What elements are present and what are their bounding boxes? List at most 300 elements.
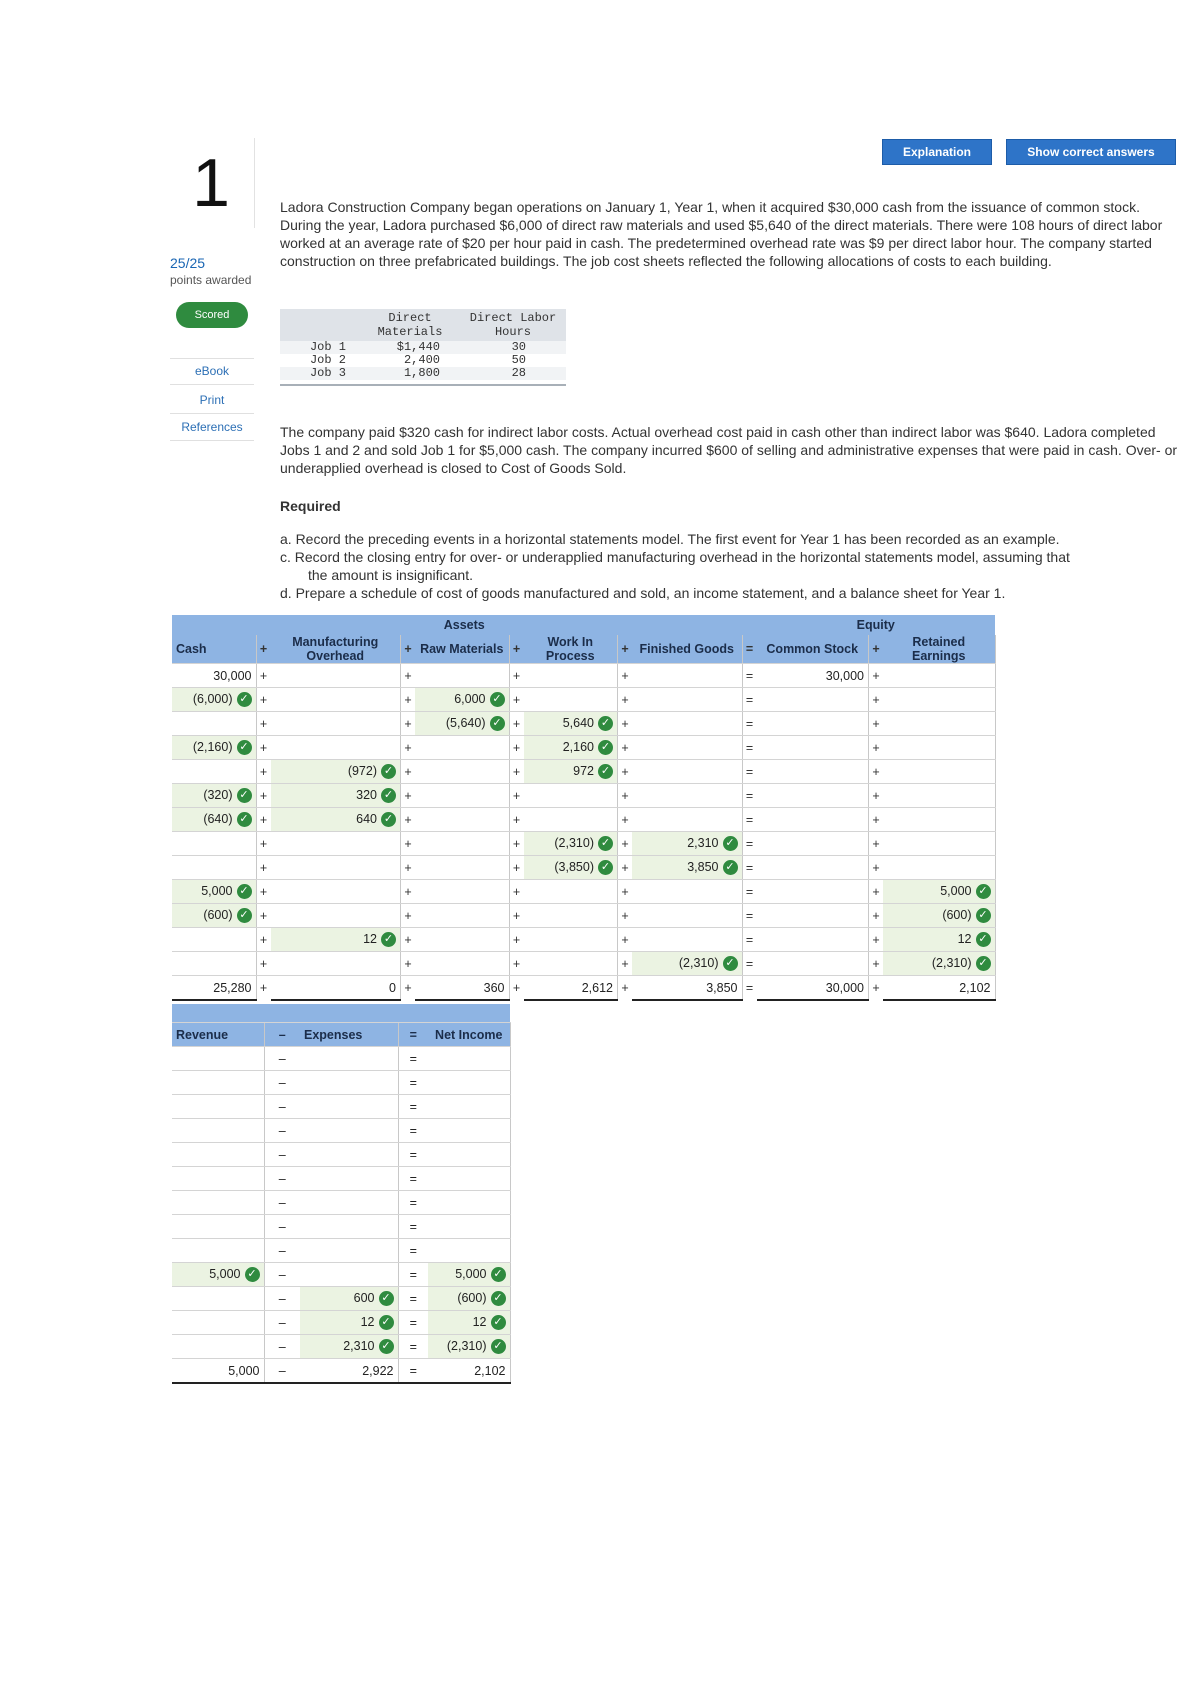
operator: + [618,784,633,808]
income-cell[interactable] [172,1335,264,1359]
hsm-cell[interactable] [415,952,509,976]
income-cell[interactable] [300,1287,398,1311]
explanation-button[interactable]: Explanation [882,139,992,165]
operator: + [618,904,633,928]
job-materials: $1,440 [360,341,460,354]
operator: + [618,808,633,832]
total-cell: 3,850 [632,976,742,1001]
hsm-cell[interactable] [271,928,401,952]
operator: + [618,976,633,1001]
hsm-cell[interactable] [632,832,742,856]
operator: + [401,784,416,808]
checkmark-icon: ✓ [381,764,396,779]
income-cell[interactable] [428,1263,510,1287]
hsm-cell[interactable] [883,760,995,784]
hsm-cell[interactable] [632,904,742,928]
income-row [172,1215,510,1239]
cell-value: 30,000 [213,668,252,683]
hsm-cell[interactable] [632,664,742,688]
show-correct-answers-button[interactable]: Show correct answers [1006,139,1176,165]
hsm-cell[interactable] [271,760,401,784]
hsm-row [172,784,995,808]
income-cell[interactable] [428,1215,510,1239]
cell-value: (972) [347,763,377,778]
hsm-cell[interactable] [524,952,618,976]
operator: + [869,952,884,976]
hsm-cell[interactable] [172,808,256,832]
operator: – [264,1191,300,1215]
total-cell: 2,922 [300,1359,398,1384]
checkmark-icon: ✓ [237,740,252,755]
income-row [172,1071,510,1095]
operator: = [398,1215,428,1239]
hsm-cell[interactable] [632,808,742,832]
score-value: 25/25 [170,255,206,271]
operator: – [264,1263,300,1287]
hsm-cell[interactable] [524,856,618,880]
hsm-cell[interactable] [524,712,618,736]
hsm-row [172,688,995,712]
cell-value: 320 [356,787,377,802]
income-cell[interactable] [172,1215,264,1239]
cell-value: 640 [356,811,377,826]
hsm-cell[interactable] [757,736,869,760]
checkmark-icon: ✓ [598,836,613,851]
required-heading: Required [280,498,341,514]
hsm-cell[interactable] [883,688,995,712]
income-row [172,1239,510,1263]
operator: = [742,664,757,688]
hsm-row [172,904,995,928]
operator: + [401,760,416,784]
cell-value: (600) [203,907,233,922]
income-row [172,1335,510,1359]
operator-header: – [264,1023,300,1047]
hsm-cell[interactable] [757,760,869,784]
hsm-cell[interactable] [883,904,995,928]
checkmark-icon: ✓ [976,908,991,923]
column-header: Cash [172,635,256,664]
income-cell[interactable] [172,1047,264,1071]
hsm-cell[interactable] [524,688,618,712]
income-cell[interactable] [428,1119,510,1143]
hsm-cell[interactable] [415,808,509,832]
cell-value: 6,000 [454,691,486,706]
hsm-cell[interactable] [757,808,869,832]
checkmark-icon: ✓ [491,1291,506,1306]
income-cell[interactable] [300,1047,398,1071]
checkmark-icon: ✓ [491,1339,506,1354]
operator: + [869,712,884,736]
income-row [172,1095,510,1119]
hsm-cell[interactable] [271,952,401,976]
income-cell[interactable] [172,1095,264,1119]
operator: + [256,688,271,712]
hsm-cell[interactable] [632,688,742,712]
hsm-cell[interactable] [172,784,256,808]
hsm-cell[interactable] [883,736,995,760]
column-header: Expenses [300,1023,398,1047]
total-cell: 2,612 [524,976,618,1001]
hsm-cell[interactable] [172,952,256,976]
income-row [172,1119,510,1143]
income-cell[interactable] [300,1119,398,1143]
cell-value: (600) [942,907,972,922]
hsm-cell[interactable] [632,760,742,784]
hsm-cell[interactable] [415,928,509,952]
income-cell[interactable] [172,1263,264,1287]
hsm-cell[interactable] [271,856,401,880]
operator: + [869,976,884,1001]
operator: = [398,1143,428,1167]
operator: + [401,952,416,976]
checkmark-icon: ✓ [598,764,613,779]
income-row [172,1167,510,1191]
income-cell[interactable] [428,1191,510,1215]
operator: = [742,928,757,952]
cell-value: (2,310) [931,955,972,970]
hsm-cell[interactable] [415,664,509,688]
hsm-cell[interactable] [415,760,509,784]
column-header: Manufacturing Overhead [271,635,401,664]
hsm-cell[interactable] [883,928,995,952]
operator: + [401,664,416,688]
hsm-row [172,712,995,736]
cell-value: (5,640) [445,715,486,730]
income-cell[interactable] [428,1287,510,1311]
job-hours: 50 [511,353,526,367]
job-hours: 30 [460,341,566,354]
hsm-cell[interactable] [757,832,869,856]
hsm-cell[interactable] [632,856,742,880]
checkmark-icon: ✓ [976,932,991,947]
income-cell[interactable] [300,1167,398,1191]
cell-value: 5,000 [209,1266,241,1281]
operator: – [264,1047,300,1071]
income-cell[interactable] [172,1191,264,1215]
cell-value: 12 [957,931,972,946]
operator: – [264,1143,300,1167]
checkmark-icon: ✓ [723,836,738,851]
hsm-cell[interactable] [415,856,509,880]
hsm-cell[interactable] [883,856,995,880]
operator: + [509,904,524,928]
cell-value: 2,310 [343,1338,375,1353]
operator-header: + [256,635,271,664]
hsm-cell[interactable] [271,736,401,760]
requirement-a: a. Record the preceding events in a horizontal statements model. The first event for Year 1 has been recorded as an example. [280,531,1060,547]
checkmark-icon: ✓ [237,788,252,803]
operator: + [509,760,524,784]
assets-group-header: Assets [172,615,757,635]
operator: + [256,904,271,928]
hsm-cell[interactable] [757,712,869,736]
operator: = [398,1167,428,1191]
hsm-cell[interactable] [271,904,401,928]
hsm-cell[interactable] [271,688,401,712]
income-cell[interactable] [172,1143,264,1167]
hsm-cell[interactable] [415,880,509,904]
hsm-cell[interactable] [883,664,995,688]
job-col-header [280,309,360,341]
hsm-cell[interactable] [172,904,256,928]
job-cost-table [280,309,566,392]
hsm-cell[interactable] [883,784,995,808]
problem-intro: Ladora Construction Company began operations on January 1, Year 1, when it acquired $30,000 cash from the issuance of common stock. During the year, Ladora purchased $6,000 of direct raw materials and used $5,640 of the direct materials. There were 108 hours of direct labor worked at an average rate of $20 per hour paid in cash. The predetermined overhead rate was $9 per direct labor hour. The company started construction on three prefabricated buildings. The job cost sheets reflected the following allocations of costs to each building. [280,199,1163,269]
operator: = [742,784,757,808]
direct-materials-header: Direct Materials [360,309,460,341]
print-link[interactable]: Print [170,388,254,414]
job-hours: 28 [460,367,566,380]
hsm-cell[interactable] [524,664,618,688]
hsm-cell[interactable] [524,928,618,952]
income-cell[interactable] [172,1071,264,1095]
income-cell[interactable] [300,1263,398,1287]
operator: + [509,664,524,688]
income-cell[interactable] [300,1215,398,1239]
hsm-cell[interactable] [172,664,256,688]
operator: + [509,976,524,1001]
income-cell[interactable] [300,1071,398,1095]
hsm-cell[interactable] [172,736,256,760]
operator: = [742,736,757,760]
checkmark-icon: ✓ [245,1267,260,1282]
checkmark-icon: ✓ [381,932,396,947]
job-name: Job 2 [309,353,346,367]
income-cell[interactable] [172,1311,264,1335]
income-group-header [172,1004,510,1023]
income-cell[interactable] [172,1287,264,1311]
hsm-row [172,664,995,688]
hsm-cell[interactable] [524,904,618,928]
operator: – [264,1095,300,1119]
income-cell[interactable] [300,1095,398,1119]
hsm-cell[interactable] [524,832,618,856]
hsm-cell[interactable] [415,736,509,760]
operator: + [509,784,524,808]
hsm-cell[interactable] [415,688,509,712]
column-header: Work In Process [524,635,618,664]
operator: + [401,712,416,736]
operator: + [618,832,633,856]
hsm-cell[interactable] [271,784,401,808]
checkmark-icon: ✓ [379,1315,394,1330]
income-cell[interactable] [428,1311,510,1335]
hsm-cell[interactable] [757,904,869,928]
income-cell[interactable] [428,1167,510,1191]
hsm-row [172,856,995,880]
hsm-cell[interactable] [757,952,869,976]
checkmark-icon: ✓ [490,692,505,707]
operator: + [618,856,633,880]
hsm-cell[interactable] [883,712,995,736]
income-cell[interactable] [172,1239,264,1263]
hsm-cell[interactable] [757,880,869,904]
operator: = [742,712,757,736]
hsm-cell[interactable] [632,712,742,736]
hsm-row [172,760,995,784]
hsm-cell[interactable] [632,880,742,904]
operator: = [398,1263,428,1287]
job-name: Job 3 [280,367,360,380]
income-cell[interactable] [300,1311,398,1335]
total-cell: 25,280 [172,976,256,1001]
operator: – [264,1239,300,1263]
hsm-cell[interactable] [172,688,256,712]
checkmark-icon: ✓ [491,1267,506,1282]
operator: + [509,832,524,856]
operator: = [398,1311,428,1335]
income-cell[interactable] [172,1119,264,1143]
checkmark-icon: ✓ [237,884,252,899]
hsm-cell[interactable] [632,928,742,952]
hsm-cell[interactable] [172,760,256,784]
hsm-cell[interactable] [883,808,995,832]
income-cell[interactable] [428,1047,510,1071]
equity-group-header: Equity [757,615,996,635]
ebook-link[interactable]: eBook [170,358,254,385]
operator-header: + [509,635,524,664]
operator: + [618,712,633,736]
checkmark-icon: ✓ [976,884,991,899]
hsm-cell[interactable] [415,904,509,928]
operator: – [264,1215,300,1239]
checkmark-icon: ✓ [379,1291,394,1306]
operator-header: + [618,635,633,664]
hsm-cell[interactable] [415,784,509,808]
question-number: 1 [168,138,255,228]
operator: = [398,1287,428,1311]
hsm-cell[interactable] [172,712,256,736]
operator: + [869,928,884,952]
hsm-cell[interactable] [524,736,618,760]
operator: + [401,736,416,760]
checkmark-icon: ✓ [381,788,396,803]
cell-value: (640) [203,811,233,826]
hsm-cell[interactable] [271,832,401,856]
cell-value: (2,310) [446,1338,487,1353]
hsm-cell[interactable] [757,928,869,952]
operator: + [401,688,416,712]
hsm-cell[interactable] [172,856,256,880]
income-cell[interactable] [428,1095,510,1119]
cell-value: 5,000 [940,883,972,898]
hsm-row [172,808,995,832]
income-cell[interactable] [300,1191,398,1215]
income-row [172,1311,510,1335]
column-header: Raw Materials [415,635,509,664]
operator: = [742,976,757,1001]
income-cell[interactable] [172,1167,264,1191]
hsm-row [172,952,995,976]
hsm-cell[interactable] [632,952,742,976]
operator: – [264,1119,300,1143]
cell-value: (2,310) [554,835,594,850]
total-cell: 5,000 [172,1359,264,1384]
income-cell[interactable] [300,1143,398,1167]
operator: + [401,928,416,952]
hsm-cell[interactable] [883,832,995,856]
direct-labor-hours-header: Direct Labor Hours [460,309,566,341]
operator: + [869,736,884,760]
column-header: Common Stock [757,635,869,664]
hsm-cell[interactable] [757,784,869,808]
income-statement-model [172,1004,511,1384]
operator: + [869,688,884,712]
references-link[interactable]: References [170,415,254,441]
income-cell[interactable] [428,1335,510,1359]
hsm-row [172,736,995,760]
hsm-cell[interactable] [757,664,869,688]
problem-para2: The company paid $320 cash for indirect labor costs. Actual overhead cost paid in cash other than indirect labor was $640. Ladora completed Jobs 1 and 2 and sold Job 1 for $5,000 cash. The company incurred $600 of selling and administrative expenses that were paid in cash. Over- or underapplied overhead is closed to Cost of Goods Sold. [280,424,1178,476]
checkmark-icon: ✓ [490,716,505,731]
hsm-cell[interactable] [757,688,869,712]
operator: – [264,1311,300,1335]
hsm-cell[interactable] [271,808,401,832]
job-materials: 2,400 [403,353,440,367]
operator: + [401,832,416,856]
operator: + [618,880,633,904]
hsm-cell[interactable] [415,712,509,736]
hsm-cell[interactable] [632,736,742,760]
operator: + [509,808,524,832]
cell-value: 3,850 [687,859,719,874]
income-cell[interactable] [428,1239,510,1263]
operator: + [401,880,416,904]
hsm-cell[interactable] [172,928,256,952]
hsm-cell[interactable] [524,784,618,808]
cell-value: 5,640 [562,715,594,730]
hsm-row [172,880,995,904]
operator: = [398,1335,428,1359]
operator: + [618,736,633,760]
operator: + [869,904,884,928]
hsm-cell[interactable] [271,664,401,688]
hsm-cell[interactable] [415,832,509,856]
hsm-cell[interactable] [271,712,401,736]
operator: = [398,1239,428,1263]
hsm-cell[interactable] [524,880,618,904]
income-cell[interactable] [428,1071,510,1095]
operator: + [869,760,884,784]
operator: – [264,1335,300,1359]
operator: + [256,760,271,784]
hsm-cell[interactable] [172,832,256,856]
hsm-row [172,832,995,856]
operator: – [264,1167,300,1191]
income-cell[interactable] [300,1239,398,1263]
hsm-cell[interactable] [524,760,618,784]
cell-value: 2,310 [687,835,719,850]
column-header: Net Income [428,1023,510,1047]
total-cell: 360 [415,976,509,1001]
cell-value: 2,160 [562,739,594,754]
hsm-cell[interactable] [757,856,869,880]
hsm-cell[interactable] [172,880,256,904]
hsm-cell[interactable] [883,880,995,904]
operator: – [264,1287,300,1311]
income-cell[interactable] [428,1143,510,1167]
total-cell: 30,000 [757,976,869,1001]
hsm-cell[interactable] [524,808,618,832]
cell-value: 5,000 [201,883,233,898]
hsm-cell[interactable] [883,952,995,976]
income-cell[interactable] [300,1335,398,1359]
operator: + [618,688,633,712]
hsm-cell[interactable] [271,880,401,904]
income-row [172,1047,510,1071]
hsm-cell[interactable] [632,784,742,808]
